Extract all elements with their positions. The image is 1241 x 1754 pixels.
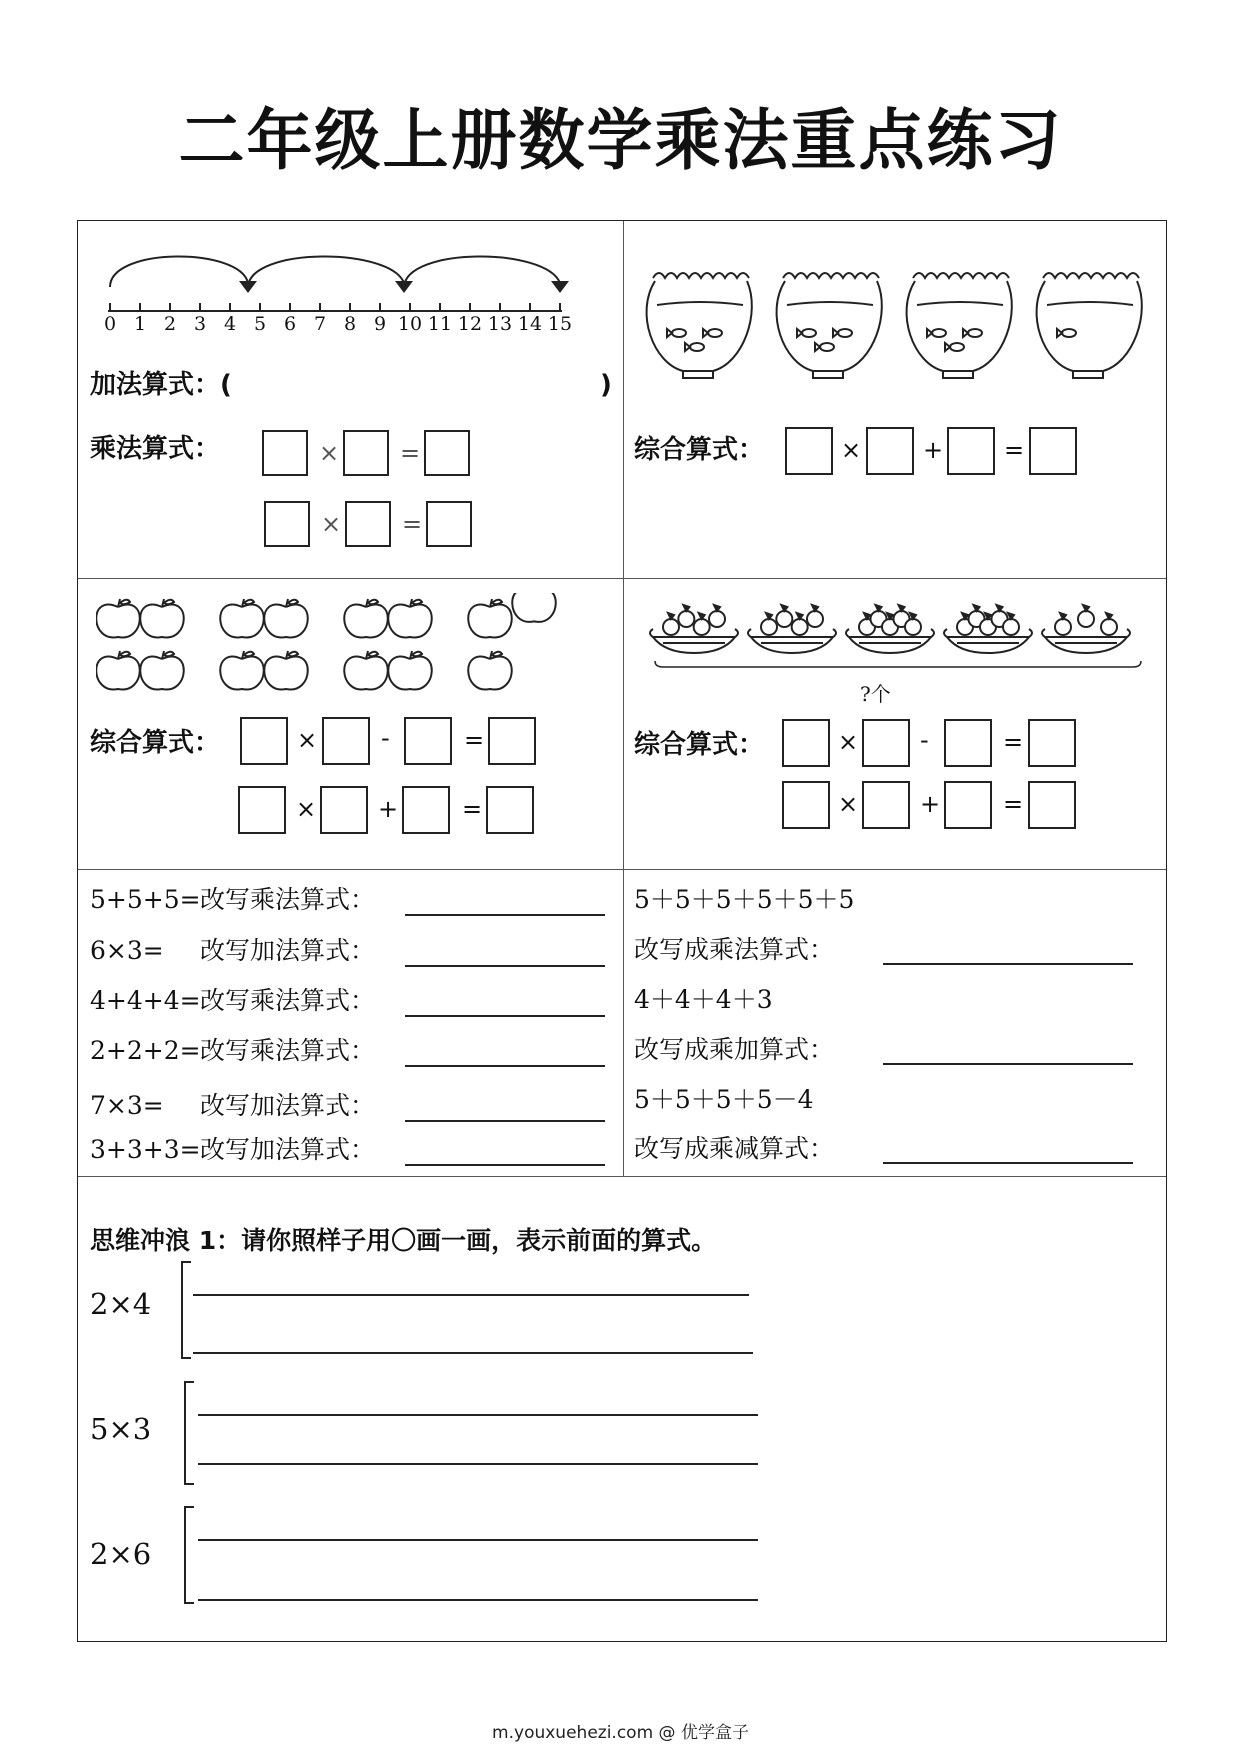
drawing-line[interactable] xyxy=(198,1599,758,1601)
number-line-labels xyxy=(100,313,600,343)
times-sign: × xyxy=(838,790,859,818)
grid-divider xyxy=(78,869,1166,870)
fruit-basket xyxy=(748,605,836,653)
answer-box[interactable] xyxy=(1029,427,1077,475)
rewrite-task: 改写乘法算式： xyxy=(200,986,376,1015)
times-sign: × xyxy=(321,510,342,538)
minus-sign: - xyxy=(381,724,390,752)
fruit-basket xyxy=(846,605,934,653)
grid-divider xyxy=(623,221,624,1176)
equals-sign: = xyxy=(1004,436,1025,464)
rewrite-expression: 5＋5＋5＋5＋5＋5 xyxy=(634,885,855,914)
rewrite-task: 改写乘法算式： xyxy=(200,885,376,914)
number-line-label: 1 xyxy=(133,313,147,335)
thinking-expression: 5×3 xyxy=(90,1412,152,1446)
plus-sign: + xyxy=(920,790,941,818)
rewrite-task: 改写乘法算式： xyxy=(200,1036,376,1065)
equals-sign: = xyxy=(402,510,423,538)
number-line-label: 7 xyxy=(313,313,327,335)
answer-box[interactable] xyxy=(343,430,389,476)
number-line-label: 12 xyxy=(457,313,483,335)
answer-box[interactable] xyxy=(320,786,368,834)
fruit-baskets-figure xyxy=(643,601,1153,681)
rewrite-task: 改写加法算式： xyxy=(200,936,376,965)
answer-box[interactable] xyxy=(862,781,910,829)
apple xyxy=(388,599,432,638)
apple xyxy=(96,599,140,638)
times-sign: × xyxy=(296,795,317,823)
drawing-line[interactable] xyxy=(198,1414,758,1416)
number-line-label: 5 xyxy=(253,313,267,335)
fruit-basket xyxy=(650,605,738,653)
answer-box[interactable] xyxy=(238,786,286,834)
answer-line[interactable] xyxy=(883,1063,1133,1065)
number-line-label: 14 xyxy=(517,313,543,335)
equals-sign: = xyxy=(1003,728,1024,756)
apple xyxy=(344,651,388,690)
answer-box[interactable] xyxy=(947,427,995,475)
answer-box[interactable] xyxy=(944,719,992,767)
bracket xyxy=(184,1506,194,1604)
rewrite-task: 改写加法算式： xyxy=(200,1135,376,1164)
answer-box[interactable] xyxy=(1028,719,1076,767)
answer-box[interactable] xyxy=(264,501,310,547)
number-line-label: 10 xyxy=(397,313,423,335)
number-line-label: 8 xyxy=(343,313,357,335)
number-line-label: 2 xyxy=(163,313,177,335)
times-sign: × xyxy=(841,436,862,464)
fishbowls-figure xyxy=(643,263,1163,383)
apple xyxy=(264,651,308,690)
minus-sign: - xyxy=(920,726,929,754)
footer-source: m.youxuehezi.com @ 优学盒子 xyxy=(492,1723,749,1743)
number-line-label: 4 xyxy=(223,313,237,335)
number-line-label: 11 xyxy=(427,313,453,335)
apple xyxy=(512,593,556,622)
answer-box[interactable] xyxy=(785,427,833,475)
apple xyxy=(140,599,184,638)
multiplication-label: 乘法算式： xyxy=(90,434,221,464)
number-line-label: 13 xyxy=(487,313,513,335)
fishbowl xyxy=(907,273,1012,378)
times-sign: × xyxy=(297,726,318,754)
fishbowl xyxy=(777,273,882,378)
rewrite-task: 改写加法算式： xyxy=(200,1091,376,1120)
answer-line[interactable] xyxy=(405,1120,605,1122)
drawing-line[interactable] xyxy=(193,1352,753,1354)
plus-sign: + xyxy=(378,795,399,823)
answer-box[interactable] xyxy=(424,430,470,476)
number-line-label: 6 xyxy=(283,313,297,335)
combined-formula-label: 综合算式： xyxy=(634,730,765,760)
fishbowl xyxy=(647,273,752,378)
answer-box[interactable] xyxy=(426,501,472,547)
answer-box[interactable] xyxy=(488,717,536,765)
addition-label: 加法算式：( xyxy=(90,370,232,400)
answer-box[interactable] xyxy=(322,717,370,765)
answer-line[interactable] xyxy=(405,1164,605,1166)
drawing-line[interactable] xyxy=(198,1539,758,1541)
apple xyxy=(220,651,264,690)
answer-line[interactable] xyxy=(405,914,605,916)
rewrite-expression: 5+5+5= xyxy=(90,885,201,914)
answer-box[interactable] xyxy=(866,427,914,475)
page-title: 二年级上册数学乘法重点练习 xyxy=(178,102,1063,179)
apple xyxy=(468,599,512,638)
number-line-label: 0 xyxy=(103,313,117,335)
drawing-line[interactable] xyxy=(198,1463,758,1465)
thinking-title: 思维冲浪 1：请你照样子用〇画一画，表示前面的算式。 xyxy=(90,1226,717,1255)
answer-box[interactable] xyxy=(782,719,830,767)
combined-formula-label: 综合算式： xyxy=(634,435,765,465)
answer-line[interactable] xyxy=(405,1015,605,1017)
question-label: ?个 xyxy=(860,682,891,706)
combined-formula-label: 综合算式： xyxy=(90,728,221,758)
rewrite-expression: 4+4+4= xyxy=(90,986,201,1015)
equals-sign: = xyxy=(464,726,485,754)
apple xyxy=(344,599,388,638)
fishbowl xyxy=(1037,273,1142,378)
rewrite-expression: 7×3= xyxy=(90,1091,164,1120)
equals-sign: = xyxy=(400,439,421,467)
rewrite-task: 改写成乘加算式： xyxy=(634,1035,835,1064)
rewrite-expression: 3+3+3= xyxy=(90,1135,201,1164)
drawing-line[interactable] xyxy=(193,1294,749,1296)
answer-box[interactable] xyxy=(345,501,391,547)
number-line-label: 15 xyxy=(547,313,573,335)
answer-box[interactable] xyxy=(1028,781,1076,829)
thinking-expression: 2×6 xyxy=(90,1537,152,1571)
times-sign: × xyxy=(319,439,340,467)
apple xyxy=(388,651,432,690)
answer-line[interactable] xyxy=(883,963,1133,965)
bracket xyxy=(184,1381,194,1485)
answer-box[interactable] xyxy=(402,786,450,834)
rewrite-expression: 4＋4＋4＋3 xyxy=(634,985,773,1014)
answer-box[interactable] xyxy=(944,781,992,829)
bracket xyxy=(181,1261,191,1359)
answer-box[interactable] xyxy=(486,786,534,834)
number-line-label: 3 xyxy=(193,313,207,335)
grid-divider xyxy=(78,578,1166,579)
worksheet-table xyxy=(77,220,1167,1642)
answer-box[interactable] xyxy=(262,430,308,476)
rewrite-expression: 6×3= xyxy=(90,936,164,965)
apple xyxy=(220,599,264,638)
answer-line[interactable] xyxy=(883,1162,1133,1164)
rewrite-row xyxy=(90,887,201,912)
answer-box[interactable] xyxy=(862,719,910,767)
equals-sign: = xyxy=(1003,790,1024,818)
rewrite-task: 改写成乘法算式： xyxy=(634,935,835,964)
rewrite-expression: 5＋5＋5＋5－4 xyxy=(634,1085,814,1114)
rewrite-task: 改写成乘减算式： xyxy=(634,1134,835,1163)
apple xyxy=(468,651,512,690)
plus-sign: + xyxy=(923,436,944,464)
rewrite-expression: 2+2+2= xyxy=(90,1036,201,1065)
answer-line[interactable] xyxy=(405,965,605,967)
apple xyxy=(264,599,308,638)
times-sign: × xyxy=(838,728,859,756)
fruit-basket xyxy=(1042,605,1130,653)
equals-sign: = xyxy=(462,795,483,823)
fruit-basket xyxy=(944,605,1032,653)
addition-close-paren: ) xyxy=(600,370,612,400)
grid-divider xyxy=(78,1176,1166,1177)
apples-figure xyxy=(96,593,616,703)
answer-box[interactable] xyxy=(404,717,452,765)
answer-box[interactable] xyxy=(240,717,288,765)
answer-box[interactable] xyxy=(782,781,830,829)
number-line-label: 9 xyxy=(373,313,387,335)
thinking-expression: 2×4 xyxy=(90,1287,152,1321)
apple xyxy=(96,651,140,690)
answer-line[interactable] xyxy=(405,1065,605,1067)
apple xyxy=(140,651,184,690)
